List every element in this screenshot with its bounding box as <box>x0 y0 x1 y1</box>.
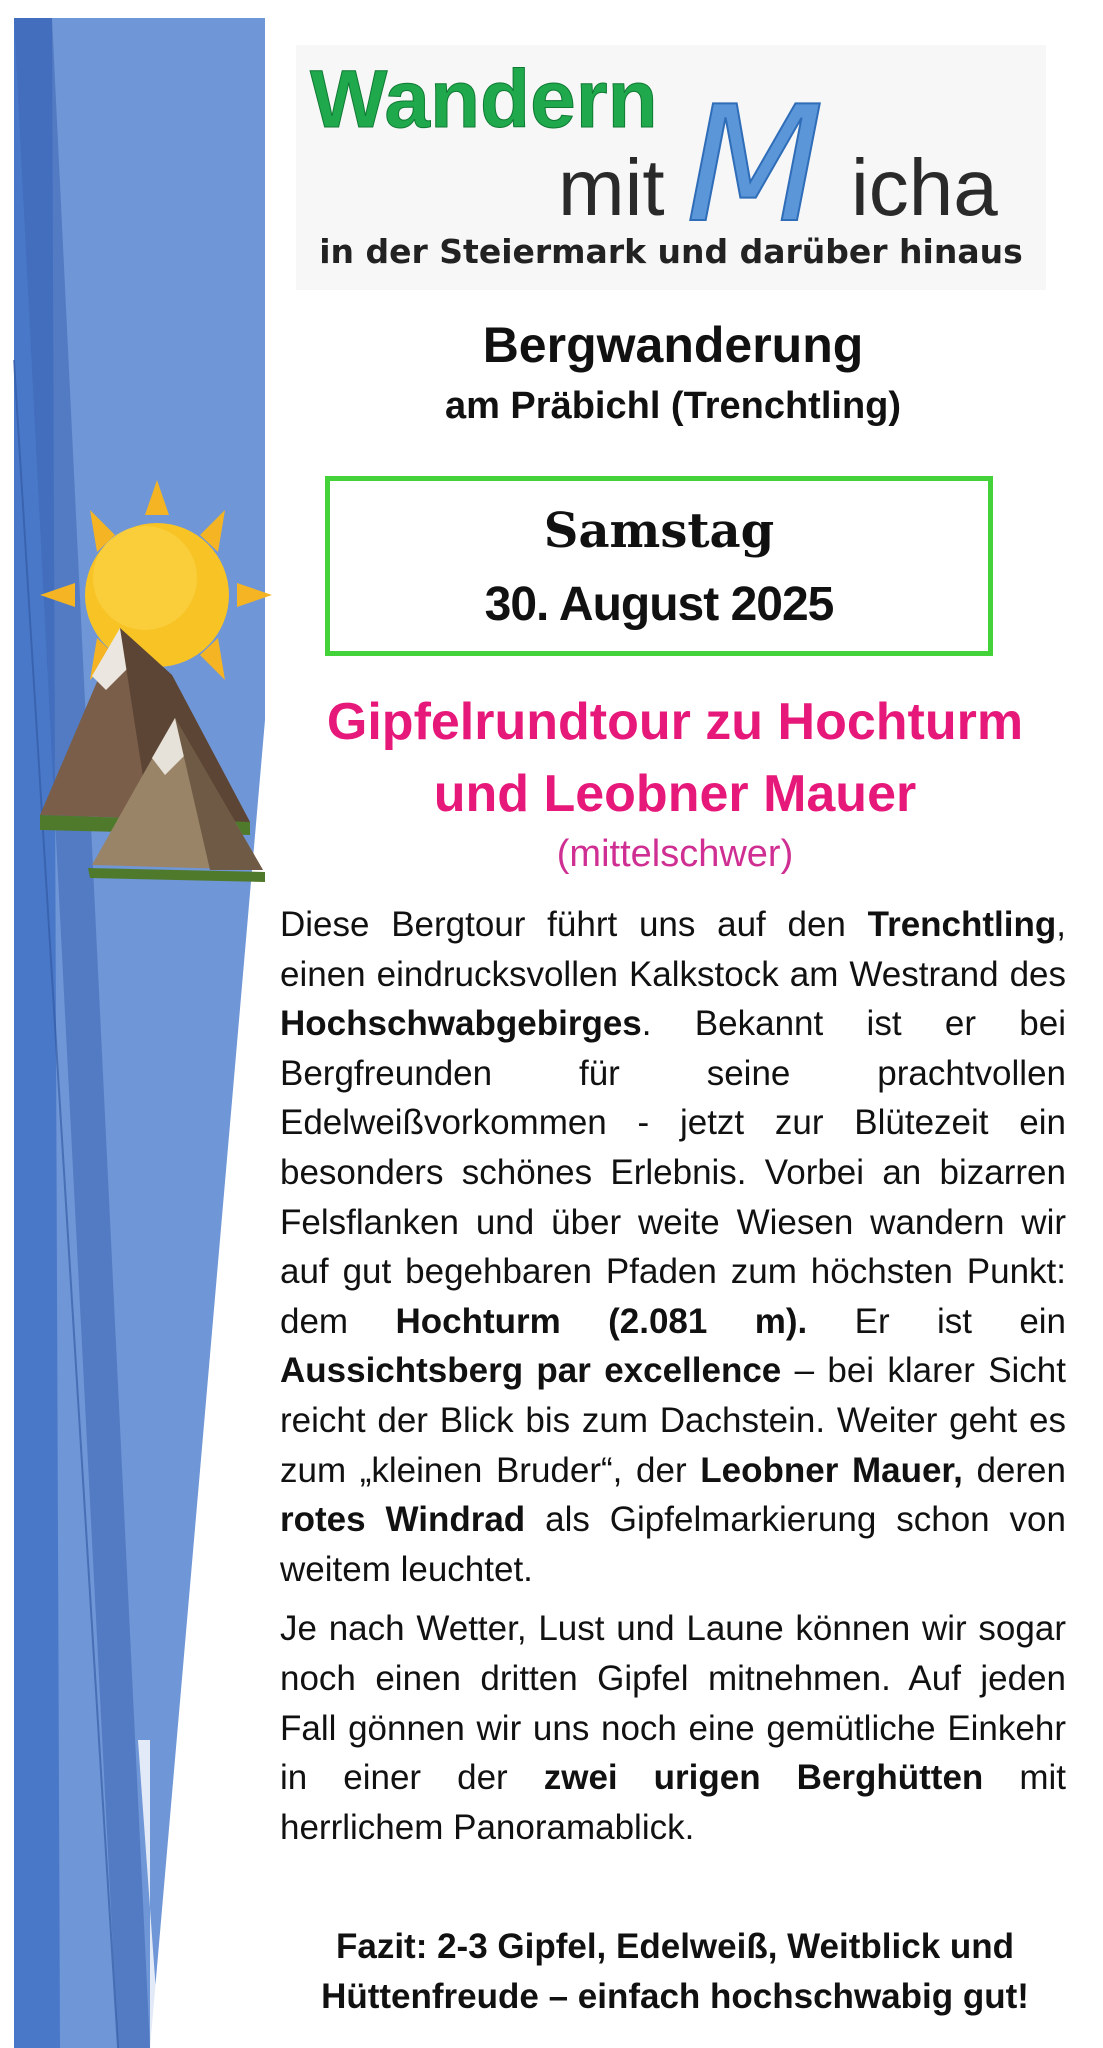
description-paragraph: Je nach Wetter, Lust und Laune können wir sogar noch einen dritten Gipfel mitnehmen. Auf jeden Fall gönnen wir uns noch eine gemütliche Einkehr in einer der zwei urigen Berghütten mit herrlichem Panoramablick. <box>280 1609 1066 1847</box>
description-paragraph: Diese Bergtour führt uns auf den Trenchtling, einen eindrucksvollen Kalkstock am Westrand des Hochschwabgebirges. Bekannt ist er bei Bergfreunden für seine prachtvollen Edelweißvorkommen - jetzt zur Blütezeit ein besonders schönes Erlebnis. Vorbei an bizarren Felsflanken und über weite Wiesen wandern wir auf gut begehbaren Pfaden zum höchsten Punkt: dem Hochturm (2.081 m). Er ist ein Aussichtsberg par excellence – bei klarer Sicht reicht der Blick bis zum Dachstein. Weiter geht es zum „kleinen Bruder“, der Leobner Mauer, deren rotes Windrad als Gipfelmarkierung schon von weitem leuchtet. <box>280 905 1067 1589</box>
description <box>280 900 1066 1852</box>
sidebar-decoration <box>0 0 290 2048</box>
logo-icha: icha <box>851 143 998 232</box>
logo-wandern: Wandern <box>310 54 658 145</box>
event-location: am Präbichl (Trenchtling) <box>444 385 902 427</box>
logo-subtitle: in der Steiermark und darüber hinaus <box>319 232 1023 271</box>
date-box <box>325 476 993 656</box>
tour-title-line1: Gipfelrundtour zu Hochturm <box>326 693 1024 751</box>
event-weekday: Samstag <box>543 503 775 559</box>
difficulty-label: (mittelschwer) <box>556 833 794 875</box>
tour-title <box>270 686 1080 830</box>
summary-line2: Hüttenfreude – einfach hochschwabig gut! <box>321 1977 1029 2016</box>
logo-mit: mit <box>558 143 665 232</box>
event-type: Bergwanderung <box>482 317 864 373</box>
event-date: 30. August 2025 <box>484 578 834 631</box>
summary <box>270 1922 1080 2022</box>
logo-initial-m: M <box>686 71 825 258</box>
tour-title-line2: und Leobner Mauer <box>433 765 917 823</box>
summary-line1: Fazit: 2-3 Gipfel, Edelweiß, Weitblick und <box>335 1927 1015 1966</box>
